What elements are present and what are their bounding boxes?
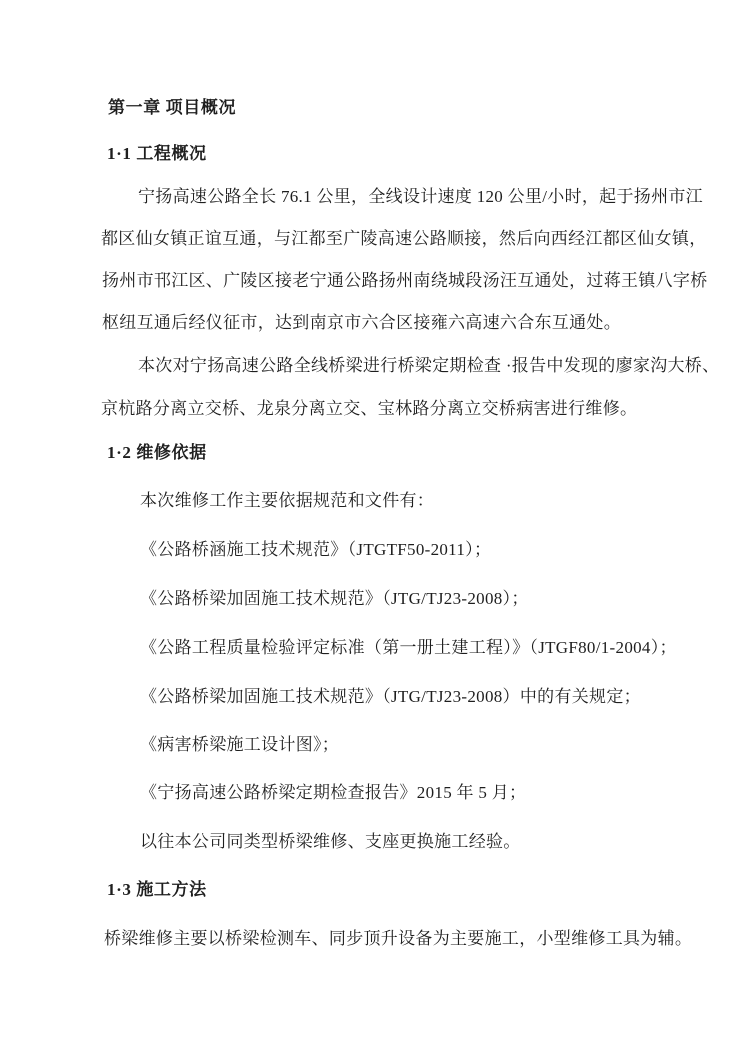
section-1-1-heading: 1·1 工程概况 — [107, 144, 207, 163]
reference-item-1: 《公路桥涵施工技术规范》（JTGTF50-2011）； — [140, 540, 492, 559]
reference-item-3: 《公路工程质量检验评定标准（第一册土建工程）》（JTGF80/1-2004）； — [140, 638, 677, 657]
reference-item-2: 《公路桥梁加固施工技术规范》（JTG/TJ23-2008）； — [140, 589, 529, 608]
paragraph-1-line-4: 枢纽互通后经仪征市，达到南京市六合区接雍六高速六合东互通处。 — [102, 313, 621, 332]
paragraph-1-line-2: 都区仙女镇正谊互通，与江都至广陵高速公路顺接，然后向西经江都区仙女镇， — [101, 229, 707, 248]
reference-item-6: 《宁扬高速公路桥梁定期检查报告》2015 年 5 月； — [140, 783, 527, 802]
reference-item-5: 《病害桥梁施工设计图》； — [140, 735, 340, 754]
section-1-3-paragraph: 桥梁维修主要以桥梁检测车、同步顶升设备为主要施工，小型维修工具为辅。 — [104, 929, 693, 948]
section-1-3-heading: 1·3 施工方法 — [107, 880, 207, 899]
chapter-heading: 第一章 项目概况 — [108, 98, 237, 117]
reference-item-7: 以往本公司同类型桥梁维修、支座更换施工经验。 — [140, 832, 521, 851]
paragraph-2-line-1: 本次对宁扬高速公路全线桥梁进行桥梁定期检查 ·报告中发现的廖家沟大桥、 — [138, 356, 720, 375]
section-1-2-heading: 1·2 维修依据 — [107, 443, 207, 462]
paragraph-1-line-1: 宁扬高速公路全长 76.1 公里，全线设计速度 120 公里/小时，起于扬州市江 — [138, 187, 703, 206]
paragraph-1-line-3: 扬州市邗江区、广陵区接老宁通公路扬州南绕城段汤汪互通处，过蒋王镇八字桥 — [102, 271, 708, 290]
paragraph-2-line-2: 京杭路分离立交桥、龙泉分离立交、宝林路分离立交桥病害进行维修。 — [101, 399, 638, 418]
section-1-2-intro: 本次维修工作主要依据规范和文件有： — [140, 491, 435, 510]
reference-item-4: 《公路桥梁加固施工技术规范》（JTG/TJ23-2008）中的有关规定； — [140, 687, 641, 706]
